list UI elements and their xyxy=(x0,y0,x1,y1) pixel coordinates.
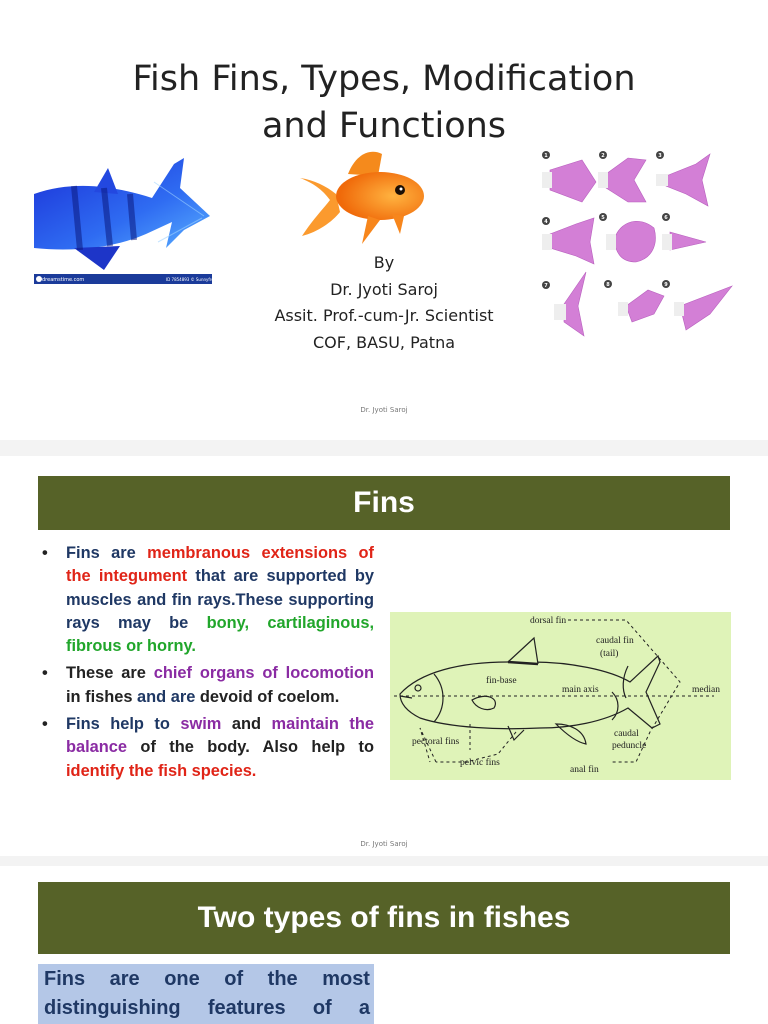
label-peduncle: peduncle xyxy=(612,741,647,751)
label-fin-base: fin-base xyxy=(486,676,517,686)
bullet-text: These are xyxy=(66,664,154,683)
fin-number-2: 2 xyxy=(601,153,605,159)
bullet-text: devoid of coelom. xyxy=(195,687,340,706)
bullet-highlight: maintain the balance xyxy=(66,715,374,757)
image-id: ID 7854893 © Sunnyfrog xyxy=(166,277,217,282)
fin-number-6: 6 xyxy=(664,215,668,221)
word: features xyxy=(207,997,286,1019)
goldfish-image xyxy=(296,148,428,252)
bullet-highlight: membranous extensions of the integument xyxy=(66,544,374,586)
label-dorsal-fin: dorsal fin xyxy=(530,616,567,626)
word: distinguishing xyxy=(44,997,181,1019)
bullet-highlight: chief organs of locomotion xyxy=(153,664,374,683)
slide-title xyxy=(0,56,768,150)
label-caudal: caudal xyxy=(614,729,639,739)
title-slide xyxy=(0,0,768,440)
label-pectoral-fins: pectoral fins xyxy=(412,737,460,747)
word: most xyxy=(322,968,370,990)
label-pelvic-fins: pelvic fins xyxy=(460,758,500,768)
word: one xyxy=(164,968,200,990)
author-designation: Assit. Prof.-cum-Jr. Scientist xyxy=(274,306,494,325)
fin-number-3: 3 xyxy=(658,153,662,159)
bullet-text: and are xyxy=(137,687,196,706)
word: of xyxy=(312,997,332,1019)
label-main-axis: main axis xyxy=(562,685,599,695)
author-name: Dr. Jyoti Saroj xyxy=(330,279,438,299)
fin-number-5: 5 xyxy=(601,215,605,221)
word: of xyxy=(224,968,244,990)
word: the xyxy=(267,968,298,990)
fins-slide xyxy=(0,456,768,856)
fin-number-7: 7 xyxy=(544,283,548,289)
fin-number-1: 1 xyxy=(544,153,548,159)
bullet-text: and xyxy=(221,715,272,734)
bullet-text: in fishes xyxy=(66,687,138,706)
bullet-text: Fins are xyxy=(66,544,148,562)
fin-types-heading: Two types of fins in fishes xyxy=(38,882,730,954)
bullet-item xyxy=(40,713,374,783)
word: a xyxy=(358,997,370,1019)
fin-types-text-box xyxy=(38,964,374,1024)
fin-number-9: 9 xyxy=(664,282,668,288)
bullet-text: Fins help to xyxy=(66,715,181,734)
by-label: By xyxy=(373,253,395,272)
word: are xyxy=(109,968,140,990)
fin-number-8: 8 xyxy=(606,282,610,288)
label-caudal-fin: caudal fin xyxy=(596,636,634,646)
text-line-2 xyxy=(38,993,374,1022)
bullet-highlight: swim xyxy=(180,715,222,734)
bullet-text: that are supported by muscles and fin rays.These supporting rays may be xyxy=(66,567,374,632)
bullet-item xyxy=(40,662,374,709)
author-affiliation: COF, BASU, Patna xyxy=(312,332,456,352)
text-line-1 xyxy=(38,964,374,993)
word: Fins xyxy=(44,968,86,990)
image-caption: dreamstime.com xyxy=(42,277,85,283)
fin-types-slide xyxy=(0,866,768,1024)
label-anal-fin: anal fin xyxy=(570,765,599,775)
label-median: median xyxy=(692,685,720,695)
fins-bullet-list xyxy=(40,542,374,783)
bullet-highlight: identify the fish species. xyxy=(66,761,257,780)
slide-footer: Dr. Jyoti Saroj xyxy=(360,840,408,848)
fins-heading: Fins xyxy=(38,476,730,530)
bullet-item xyxy=(40,542,374,658)
slide-footer: Dr. Jyoti Saroj xyxy=(360,406,408,414)
title-line-1: Fish Fins, Types, Modification xyxy=(132,59,636,99)
title-line-2: and Functions xyxy=(261,106,507,146)
fish-fins-diagram xyxy=(390,612,731,780)
bullet-text: of the body. Also help to xyxy=(127,738,374,757)
author-block xyxy=(0,250,768,356)
fin-number-4: 4 xyxy=(544,219,548,225)
label-tail: (tail) xyxy=(600,649,619,659)
bullet-highlight: bony, cartilaginous, fibrous or horny. xyxy=(66,613,374,656)
